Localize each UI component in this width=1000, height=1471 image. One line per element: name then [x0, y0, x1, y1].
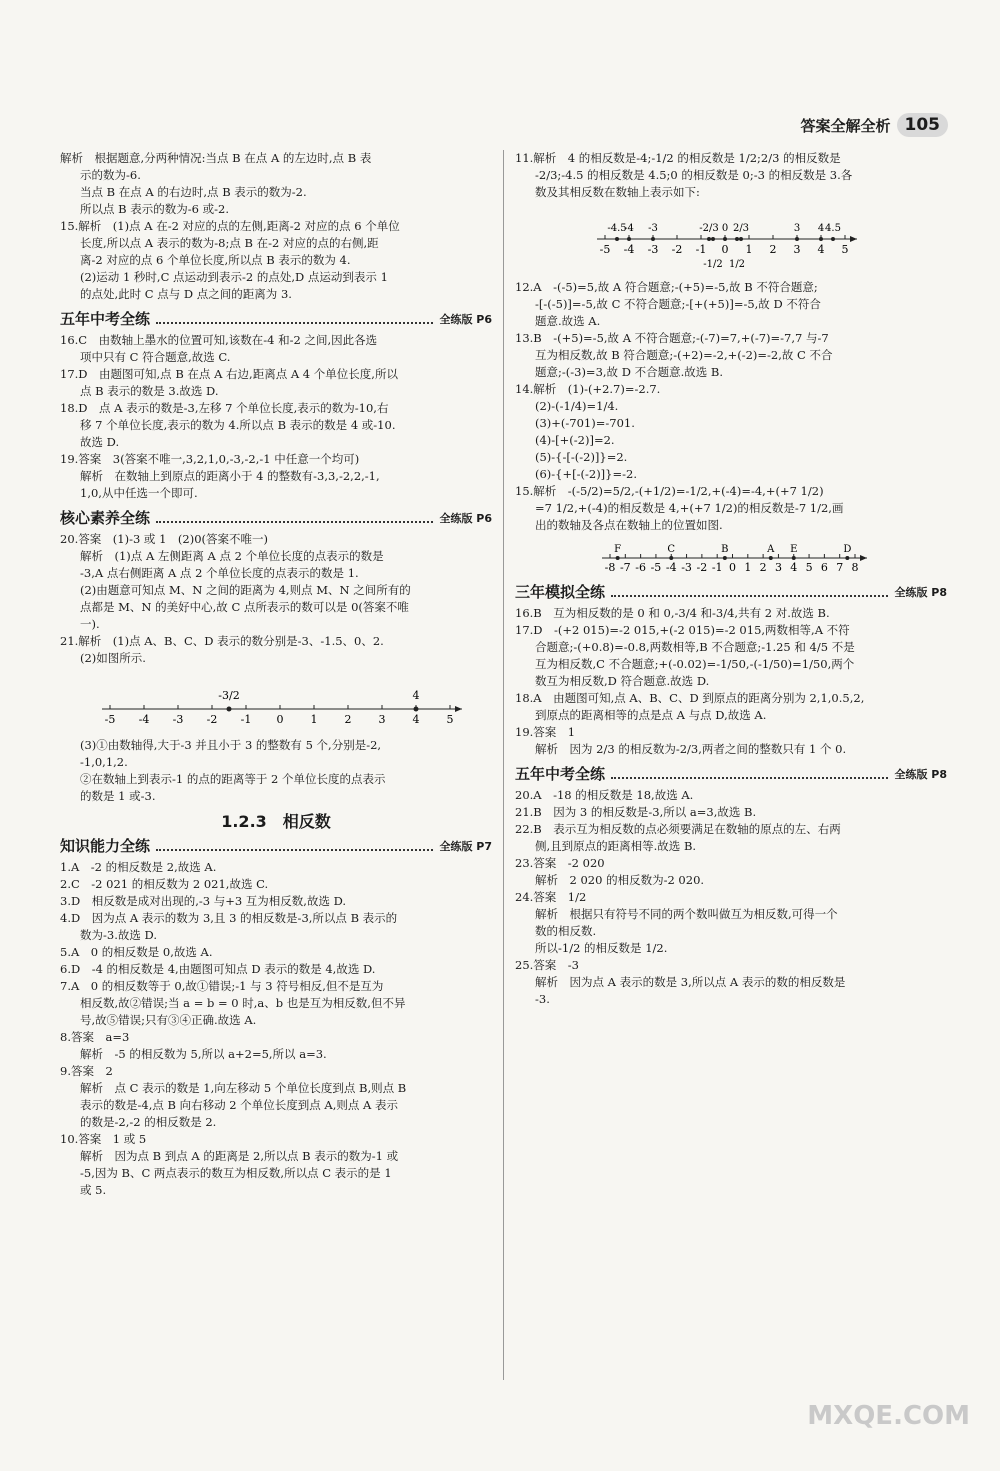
section-heading [515, 766, 947, 783]
point-marker [707, 237, 711, 241]
text-line: 10.答案 1 或 5 [60, 1132, 147, 1146]
text-line: 5.A 0 的相反数是 0,故选 A. [60, 945, 213, 959]
text-line: 解析 根据题意,分两种情况:当点 B 在点 A 的左边时,点 B 表 [60, 151, 372, 165]
text-line: 一). [80, 617, 100, 631]
tick-label: 5 [446, 713, 454, 726]
text-line: 3.D 相反数是成对出现的,-3 与+3 互为相反数,故选 D. [60, 894, 347, 908]
text-line: 21.解析 (1)点 A、B、C、D 表示的数分别是-3、-1.5、0、2. [60, 634, 384, 648]
number-line-2-group [597, 223, 857, 270]
section-title: 核心素养全练 [60, 509, 151, 527]
point-label: 4.5 [825, 223, 841, 234]
text-line: 数互为相反数,D 符合题意.故选 D. [535, 674, 710, 688]
page-header [800, 113, 948, 137]
text-line: 故选 D. [80, 435, 120, 449]
point-marker [227, 707, 232, 712]
text-line: 移 7 个单位长度,表示的数为 4.所以点 B 表示的数是 4 或-10. [80, 418, 396, 432]
text-line: 17.D 由题图可知,点 B 在点 A 右边,距离点 A 4 个单位长度,所以 [60, 367, 398, 381]
sec3-block [60, 859, 492, 1199]
point-label: E [790, 544, 798, 555]
text-line: 离-2 对应的点 6 个单位长度,所以点 B 表示的数为 4. [80, 253, 351, 267]
tick-label: 2 [344, 713, 352, 726]
text-line: 题意;-(-3)=3,故 D 不合题意.故选 B. [535, 365, 723, 379]
text-line: 到原点的距离相等的点是点 A 与点 D,故选 A. [535, 708, 767, 722]
text-line: 点都是 M、N 的美好中心,故 C 点所表示的数可以是 0(答案不唯 [80, 600, 409, 614]
text-line: 互为相反数,C 不合题意;+(-0.02)=-1/50,-(-1/50)=1/50,两个 [535, 657, 855, 671]
text-line: -[-(-5)]=-5,故 C 不符合题意;-[+(+5)]=-5,故 D 不符合 [535, 297, 821, 311]
point-marker [711, 237, 715, 241]
tick-label: -3 [681, 561, 692, 574]
point-marker [616, 556, 620, 560]
text-line: 17.D -(+2 015)=-2 015,+(-2 015)=-2 015,两数相等,A 不符 [515, 623, 850, 637]
tick-label: 8 [851, 561, 859, 574]
text-line: 出的数轴及各点在数轴上的位置如图. [535, 518, 723, 532]
point-marker [669, 556, 673, 560]
tick-label: 3 [378, 713, 386, 726]
tick-label: 0 [276, 713, 284, 726]
tick-label: -4 [665, 561, 677, 574]
tick-label: 7 [836, 561, 844, 574]
text-line: -5,因为 B、C 两点表示的数互为相反数,所以点 C 表示的是 1 [80, 1166, 392, 1180]
point-label: 2/3 [732, 223, 750, 234]
text-line: 示的数为-6. [80, 168, 141, 182]
text-line: -1,0,1,2. [80, 755, 128, 769]
tick-label: -3 [647, 243, 659, 256]
tick-label: -4 [623, 243, 635, 256]
section-heading [515, 584, 947, 601]
text-line: (2)运动 1 秒时,C 点运动到表示-2 的点处,D 点运动到表示 1 [80, 270, 388, 284]
text-line: 19.答案 3(答案不唯一,3,2,1,0,-3,-2,-1 中任意一个均可) [60, 452, 360, 466]
text-line: 表示的数是-4,点 B 向右移动 2 个单位长度到点 A,则点 A 表示 [80, 1098, 398, 1112]
text-line: 解析 因为 2/3 的相反数为-2/3,两者之间的整数只有 1 个 0. [535, 742, 847, 756]
text-line: 1.A -2 的相反数是 2,故选 A. [60, 860, 217, 874]
point-label: C [667, 544, 676, 555]
text-line: -2/3;-4.5 的相反数是 4.5;0 的相反数是 0;-3 的相反数是 3.各 [535, 168, 853, 182]
point-label: A [767, 544, 775, 555]
text-line: 13.B -(+5)=-5,故 A 不符合题意;-(-7)=7,+(-7)=-7,7 与-7 [515, 331, 829, 345]
text-line: 的数是 1 或-3. [80, 789, 156, 803]
point-marker [627, 237, 631, 241]
sec4-block [515, 605, 947, 758]
text-line: 18.A 由题图可知,点 A、B、C、D 到原点的距离分别为 2,1,0.5,2, [515, 691, 865, 705]
text-line: 12.A -(-5)=5,故 A 符合题意;-(+5)=-5,故 B 不符合题意; [515, 280, 818, 294]
text-line: 4.D 因为点 A 表示的数为 3,且 3 的相反数是-3,所以点 B 表示的 [60, 911, 398, 925]
text-line: ②在数轴上到表示-1 的点的距离等于 2 个单位长度的点表示 [80, 772, 386, 786]
point-label: 3 [793, 223, 801, 234]
text-line: 相反数,故②错误;当 a = b = 0 时,a、b 也是互为相反数,但不异 [80, 996, 406, 1010]
number-line-1-group [102, 689, 462, 726]
point-marker [819, 237, 823, 241]
text-line: 数为-3.故选 D. [80, 928, 157, 942]
tick-label: 5 [805, 561, 813, 574]
text-line: 9.答案 2 [60, 1064, 113, 1078]
point-label: F [614, 544, 622, 555]
text-line: 项中只有 C 符合题意,故选 C. [80, 350, 231, 364]
tick-label: -5 [599, 243, 611, 256]
tick-label: -1 [240, 713, 252, 726]
tick-label: -3 [172, 713, 184, 726]
text-line: 解析 -5 的相反数为 5,所以 a+2=5,所以 a=3. [80, 1047, 327, 1061]
right-column [515, 150, 947, 1008]
text-line: 15.解析 -(-5/2)=5/2,-(+1/2)=-1/2,+(-4)=-4,+(+7 1/2) [515, 484, 824, 498]
point-label: B [721, 544, 729, 555]
chapter-heading: 1.2.3 相反数 [221, 812, 331, 831]
text-line: 11.解析 4 的相反数是-4;-1/2 的相反数是 1/2;2/3 的相反数是 [515, 151, 841, 165]
point-marker [845, 556, 849, 560]
text-line: 长度,所以点 A 表示的数为-8;点 B 在-2 对应的点的右侧,距 [80, 236, 379, 250]
tick-label: -6 [635, 561, 646, 574]
number-line-3-group [602, 544, 867, 574]
section-version: 全练版 P8 [894, 768, 947, 781]
dotted-leader [156, 521, 433, 523]
text-line: (2)-(-1/4)=1/4. [535, 399, 619, 413]
tick-label: 4 [790, 561, 798, 574]
text-line: 6.D -4 的相反数是 4,由题图可知点 D 表示的数是 4,故选 D. [60, 962, 376, 976]
tick-label: 1 [745, 243, 753, 256]
text-line: 解析 根据只有符号不同的两个数叫做互为相反数,可得一个 [535, 907, 838, 921]
dotted-leader [156, 849, 433, 851]
intro-block [60, 150, 492, 218]
tick-label: 0 [729, 561, 736, 574]
tick-label: 0 [721, 243, 729, 256]
text-line: 或 5. [80, 1183, 107, 1197]
tick-label: 3 [793, 243, 801, 256]
tick-label: -2 [671, 243, 683, 256]
section-title: 知识能力全练 [60, 837, 151, 855]
tick-label: 3 [774, 561, 782, 574]
axis-arrow [860, 555, 867, 561]
point-marker [792, 556, 796, 560]
text-line: 20.答案 (1)-3 或 1 (2)0(答案不唯一) [60, 532, 268, 546]
point-label: -3 [648, 223, 658, 234]
text-line: 解析 2 020 的相反数为-2 020. [535, 873, 705, 887]
section-title: 三年模拟全练 [515, 583, 606, 601]
tick-label: 1 [310, 713, 318, 726]
header-title: 答案全解全析 [800, 116, 891, 135]
section-heading [60, 311, 492, 328]
text-line: 当点 B 在点 A 的右边时,点 B 表示的数为-2. [80, 185, 307, 199]
text-line: 16.B 互为相反数的是 0 和 0,-3/4 和-3/4,共有 2 对.故选 B. [515, 606, 830, 620]
point-label: 0 [721, 223, 729, 234]
text-line: (4)-[+(-2)]=2. [535, 433, 615, 447]
section-version: 全练版 P6 [439, 512, 492, 525]
text-line: 数及其相反数在数轴上表示如下: [535, 185, 700, 199]
tick-label: -5 [104, 713, 116, 726]
section-title: 五年中考全练 [515, 765, 606, 783]
tick-label: -8 [604, 561, 616, 574]
dotted-leader [611, 595, 888, 597]
section-heading [60, 510, 492, 527]
text-line: 21.B 因为 3 的相反数是-3,所以 a=3,故选 B. [515, 805, 757, 819]
text-line: 所以点 B 表示的数为-6 或-2. [80, 202, 229, 216]
tick-label: 2 [769, 243, 777, 256]
text-line: 7.A 0 的相反数等于 0,故①错误;-1 与 3 符号相反,但不是互为 [60, 979, 384, 993]
section-title: 五年中考全练 [60, 310, 151, 328]
text-line: (6)-{+[-(-2)]}=-2. [535, 467, 637, 481]
sec2-after-block [60, 737, 492, 805]
point-label: 1/2 [728, 259, 746, 270]
tick-label: -1 [695, 243, 707, 256]
sec2-block [60, 531, 492, 667]
text-line: 15.解析 (1)点 A 在-2 对应的点的左侧,距离-2 对应的点 6 个单位 [60, 219, 400, 233]
number-line-1 [60, 671, 492, 733]
text-line: 1,0,从中任选一个即可. [80, 486, 198, 500]
point-marker [414, 707, 419, 712]
text-line: 互为相反数,故 B 符合题意;-(+2)=-2,+(-2)=-2,故 C 不合 [535, 348, 833, 362]
text-line: 的点处,此时 C 点与 D 点之间的距离为 3. [80, 287, 292, 301]
text-line: (2)如图所示. [80, 651, 146, 665]
text-line: 18.D 点 A 表示的数是-3,左移 7 个单位长度,表示的数为-10,右 [60, 401, 389, 415]
text-line: (3)+(-701)=-701. [535, 416, 635, 430]
tick-label: -1 [711, 561, 723, 574]
q15-block [60, 218, 492, 303]
text-line: (3)①由数轴得,大于-3 并且小于 3 的整数有 5 个,分别是-2, [80, 738, 382, 752]
text-line: 14.解析 (1)-(+2.7)=-2.7. [515, 382, 661, 396]
text-line: 解析 (1)点 A 左侧距离 A 点 2 个单位长度的点表示的数是 [80, 549, 384, 563]
text-line: 24.答案 1/2 [515, 890, 587, 904]
number-line-2 [515, 205, 947, 275]
dotted-leader [611, 777, 888, 779]
text-line: 解析 因为点 B 到点 A 的距离是 2,所以点 B 表示的数为-1 或 [80, 1149, 399, 1163]
text-line: 20.A -18 的相反数是 18,故选 A. [515, 788, 694, 802]
text-line: 合题意;-(+0.8)=-0.8,两数相等,B 不合题意;-1.25 和 4/5 不是 [535, 640, 855, 654]
point-marker [739, 237, 743, 241]
text-line: 25.答案 -3 [515, 958, 579, 972]
point-marker [769, 556, 773, 560]
text-line: (2)由题意可知点 M、N 之间的距离为 4,则点 M、N 之间所有的 [80, 583, 411, 597]
tick-label: -2 [696, 561, 708, 574]
point-marker [723, 556, 727, 560]
point-marker [615, 237, 619, 241]
text-line: 侧,且到原点的距离相等.故选 B. [535, 839, 697, 853]
text-line: 8.答案 a=3 [60, 1030, 130, 1044]
point-marker [723, 237, 727, 241]
text-line: 解析 在数轴上到原点的距离小于 4 的整数有-3,3,-2,2,-1, [80, 469, 380, 483]
text-line: 题意.故选 A. [535, 314, 601, 328]
point-label: 4 [412, 689, 420, 702]
text-line: 号,故⑤错误;只有③④正确.故选 A. [80, 1013, 257, 1027]
point-label: -1/2 [703, 259, 723, 270]
text-line: 16.C 由数轴上墨水的位置可知,该数在-4 和-2 之间,因此各选 [60, 333, 378, 347]
text-line: -3,A 点右侧距离 A 点 2 个单位长度的点表示的数是 1. [80, 566, 359, 580]
tick-label: -4 [138, 713, 150, 726]
text-line: 19.答案 1 [515, 725, 576, 739]
point-marker [735, 237, 739, 241]
text-line: 解析 因为点 A 表示的数是 3,所以点 A 表示的数的相反数是 [535, 975, 846, 989]
point-marker [795, 237, 799, 241]
text-line: 数的相反数. [535, 924, 597, 938]
tick-label: 1 [744, 561, 752, 574]
tick-label: 2 [759, 561, 767, 574]
text-line: 解析 点 C 表示的数是 1,向左移动 5 个单位长度到点 B,则点 B [80, 1081, 407, 1095]
section-version: 全练版 P8 [894, 586, 947, 599]
tick-label: 4 [817, 243, 825, 256]
text-line: (5)-{-[-(-2)]}=2. [535, 450, 628, 464]
point-marker [651, 237, 655, 241]
dotted-leader [156, 322, 433, 324]
point-label: -3/2 [218, 689, 240, 702]
point-label: -2/3 [699, 223, 719, 234]
text-line: 的数是-2,-2 的相反数是 2. [80, 1115, 217, 1129]
q12-14-block [515, 279, 947, 534]
column-divider [503, 150, 504, 1380]
text-line: 2.C -2 021 的相反数为 2 021,故选 C. [60, 877, 269, 891]
axis-arrow [455, 706, 462, 712]
section-version: 全练版 P7 [439, 840, 492, 853]
axis-arrow [850, 236, 857, 242]
text-line: 所以-1/2 的相反数是 1/2. [535, 941, 668, 955]
tick-label: 4 [412, 713, 420, 726]
tick-label: -7 [619, 561, 631, 574]
sec1-block [60, 332, 492, 502]
point-label: -4 [624, 223, 634, 234]
text-line: -3. [535, 992, 550, 1006]
tick-label: -5 [650, 561, 662, 574]
text-line: 22.B 表示互为相反数的点必须要满足在数轴的原点的左、右两 [515, 822, 841, 836]
tick-label: 6 [820, 561, 828, 574]
watermark: MXQE.COM [807, 1401, 970, 1431]
point-label: 4 [817, 223, 825, 234]
section-version: 全练版 P6 [439, 313, 492, 326]
point-marker [831, 237, 835, 241]
section-heading [60, 838, 492, 855]
number-line-3 [515, 536, 947, 576]
tick-label: -2 [206, 713, 218, 726]
point-label: D [843, 544, 852, 555]
point-label: -4.5 [607, 223, 627, 234]
sec5-block [515, 787, 947, 1008]
text-line: 23.答案 -2 020 [515, 856, 605, 870]
text-line: =7 1/2,+(-4)的相反数是 4,+(+7 1/2)的相反数是-7 1/2,画 [535, 501, 844, 515]
text-line: 点 B 表示的数是 3.故选 D. [80, 384, 219, 398]
page-number: 105 [897, 113, 949, 137]
tick-label: 5 [841, 243, 849, 256]
left-column [60, 150, 492, 1199]
q11-block [515, 150, 947, 201]
